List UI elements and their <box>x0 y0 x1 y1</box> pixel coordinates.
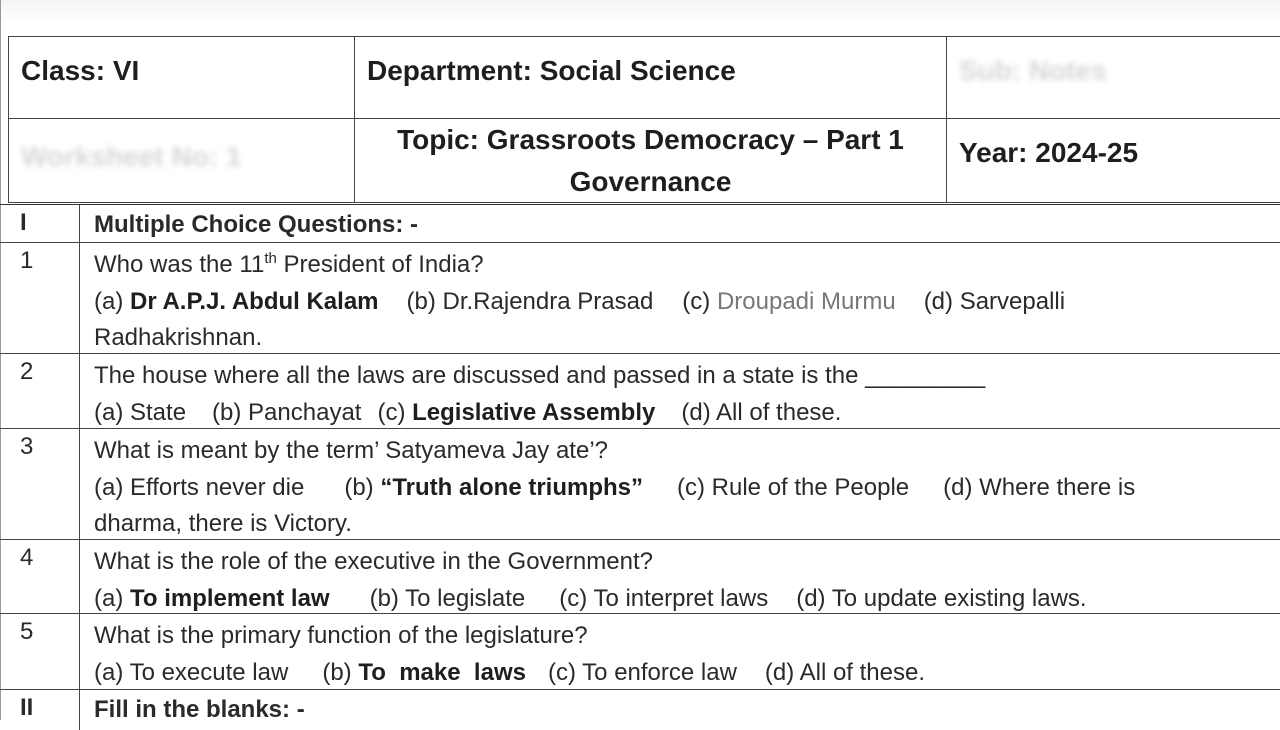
option-a: (a) To execute law <box>94 658 289 686</box>
option-d: (d) All of these. <box>681 398 842 426</box>
faded-subject-text: Sub: Notes <box>959 55 1107 86</box>
option-d: (d) Where there is <box>943 473 1136 501</box>
option-a: (a) Efforts never die <box>94 473 305 501</box>
options-line <box>94 655 1280 692</box>
option-b: (b) Dr.Rajendra Prasad <box>406 287 654 315</box>
option-d: (d) To update existing laws. <box>796 584 1087 612</box>
year-cell <box>947 119 1280 203</box>
section-row <box>0 205 1280 243</box>
year-label: Year: 2024-25 <box>959 137 1139 168</box>
department-cell <box>355 37 947 119</box>
question-number: 4 <box>0 540 80 613</box>
worksheet-header-table <box>8 36 1280 203</box>
options-continuation: Radhakrishnan. <box>94 324 263 351</box>
question-text: What is the primary function of the legislature? <box>94 622 588 649</box>
question-row <box>0 354 1280 429</box>
options-line <box>94 581 1280 618</box>
question-text: What is the role of the executive in the Government? <box>94 548 653 575</box>
question-text: Who was the 11th President of India? <box>94 250 484 278</box>
department-label: Department: Social Science <box>367 55 736 86</box>
class-label: Class: VI <box>21 55 140 86</box>
options-line <box>94 470 1280 507</box>
class-cell <box>9 37 355 119</box>
option-b: (b) “Truth alone triumphs” <box>344 473 644 501</box>
question-row <box>0 429 1280 540</box>
section-title: Fill in the blanks: - <box>94 696 305 723</box>
options-line <box>94 284 1280 321</box>
topic-line-1: Topic: Grassroots Democracy – Part 1 <box>397 124 904 155</box>
option-a: (a) Dr A.P.J. Abdul Kalam <box>94 287 379 315</box>
topic-cell <box>355 119 947 203</box>
superscript-th: th <box>264 250 277 267</box>
option-c: (c) Legislative Assembly <box>377 398 656 426</box>
section-title: Multiple Choice Questions: - <box>94 211 419 238</box>
question-row <box>0 614 1280 690</box>
option-c: (c) Rule of the People <box>677 473 910 501</box>
question-text: What is meant by the term’ Satyameva Jay ate’? <box>94 437 608 464</box>
section-number: I <box>0 205 80 242</box>
faded-subject-cell <box>947 37 1280 119</box>
question-number: 5 <box>0 614 80 689</box>
option-c: (c) Droupadi Murmu <box>682 287 896 315</box>
question-row <box>0 243 1280 354</box>
option-a: (a) State <box>94 398 187 426</box>
option-c: (c) To interpret laws <box>559 584 769 612</box>
topic-line-2: Governance <box>569 166 732 197</box>
faded-worksheet-text: Worksheet No: 1 <box>21 141 242 172</box>
option-d: (d) Sarvepalli <box>923 287 1066 315</box>
question-row <box>0 540 1280 614</box>
option-b: (b) Panchayat <box>212 398 362 426</box>
faded-worksheet-cell <box>9 119 355 203</box>
option-b: (b) To legislate <box>369 584 526 612</box>
question-number: 2 <box>0 354 80 428</box>
section-row <box>0 690 1280 730</box>
question-number: 1 <box>0 243 80 353</box>
page-top-shadow <box>0 0 1280 22</box>
question-number: 3 <box>0 429 80 539</box>
option-c: (c) To enforce law <box>547 658 737 686</box>
question-text: The house where all the laws are discussed and passed in a state is the _________ <box>94 362 986 389</box>
option-b: (b) To make laws <box>322 658 526 686</box>
section-number: II <box>0 690 80 730</box>
options-line <box>94 395 1280 432</box>
option-a: (a) To implement law <box>94 584 330 612</box>
options-continuation: dharma, there is Victory. <box>94 510 352 537</box>
option-d: (d) All of these. <box>764 658 925 686</box>
questions-table <box>0 204 1280 730</box>
